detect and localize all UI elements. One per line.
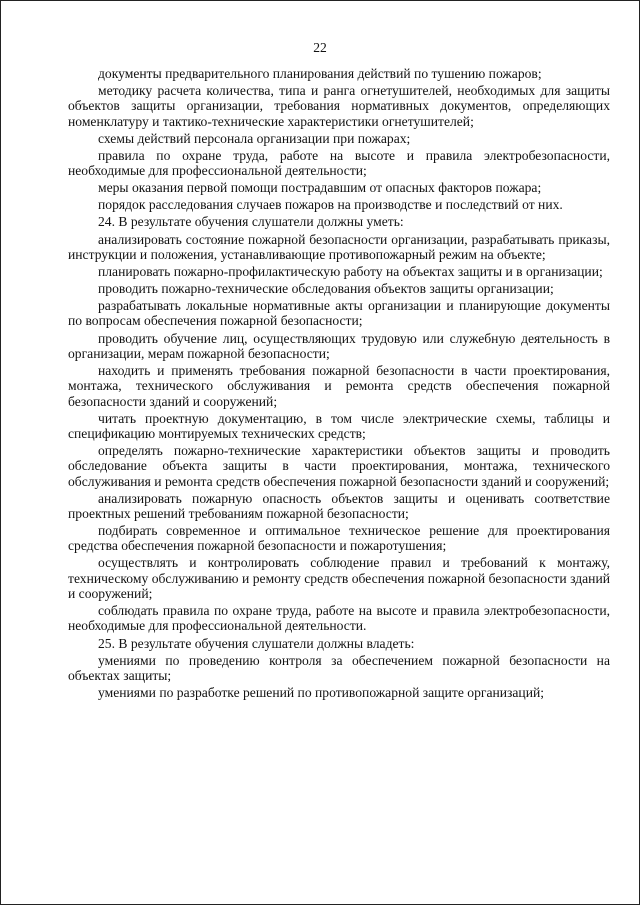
paragraph: схемы действий персонала организации при пожарах;: [98, 130, 411, 146]
document-body: [68, 66, 610, 702]
paragraph: проводить пожарно-технические обследования объектов защиты организации;: [98, 281, 554, 297]
paragraph: правила по охране труда, работе на высоте и правила электробезопасности, необходимые для профессиональной деятельности;: [68, 147, 610, 179]
paragraph: меры оказания первой помощи пострадавшим от опасных факторов пожара;: [98, 180, 542, 196]
paragraph: определять пожарно-технические характеристики объектов защиты и проводить обследование объекта защиты в части проектирования, монтажа, технического обслуживания и ремонта средств обеспечения пожарной безопасности зданий и сооружений;: [68, 442, 610, 489]
paragraph: умениями по проведению контроля за обеспечением пожарной безопасности на объектах защиты;: [68, 652, 610, 683]
paragraph: методику расчета количества, типа и ранга огнетушителей, необходимых для защиты объектов защиты организации, требования нормативных документов, определяющих номенклатуру и тактико-технические характеристики огнетушителей;: [68, 83, 610, 129]
paragraph: анализировать состояние пожарной безопасности организации, разрабатывать приказы, инструкции и положения, устанавливающие противопожарный режим на объекте;: [68, 231, 610, 262]
paragraph: осуществлять и контролировать соблюдение правил и требований к монтажу, техническому обслуживанию и ремонту средств обеспечения пожарной безопасности зданий и сооружений;: [68, 555, 610, 602]
section-heading: 25. В результате обучения слушатели должны владеть:: [98, 635, 415, 651]
paragraph: соблюдать правила по охране труда, работе на высоте и правила электробезопасности, необходимые для профессиональной деятельности.: [68, 603, 610, 634]
paragraph: читать проектную документацию, в том числе электрические схемы, таблицы и спецификацию монтируемых технических средств;: [68, 410, 610, 441]
paragraph: планировать пожарно-профилактическую работу на объектах защиты и в организации;: [98, 263, 603, 279]
paragraph: анализировать пожарную опасность объектов защиты и оценивать соответствие проектных решений требованиям пожарной безопасности;: [68, 490, 610, 521]
section-heading: 24. В результате обучения слушатели должны уметь:: [98, 214, 404, 230]
paragraph: документы предварительного планирования действий по тушению пожаров;: [98, 66, 542, 81]
page-number: 22: [313, 40, 327, 55]
paragraph: умениями по разработке решений по противопожарной защите организаций;: [98, 685, 545, 701]
paragraph: разрабатывать локальные нормативные акты организации и планирующие документы по вопросам обеспечения пожарной безопасности;: [68, 298, 610, 329]
paragraph: подбирать современное и оптимальное техническое решение для проектирования средства обеспечения пожарной безопасности и пожаротушения;: [68, 523, 610, 554]
paragraph: порядок расследования случаев пожаров на производстве и последствий от них.: [98, 197, 563, 213]
paragraph: проводить обучение лиц, осуществляющих трудовую или служебную деятельность в организации, мерам пожарной безопасности;: [68, 330, 610, 361]
paragraph: находить и применять требования пожарной безопасности в части проектирования, монтажа, технического обслуживания и ремонта средств обеспечения пожарной безопасности зданий и сооружений;: [68, 362, 610, 409]
